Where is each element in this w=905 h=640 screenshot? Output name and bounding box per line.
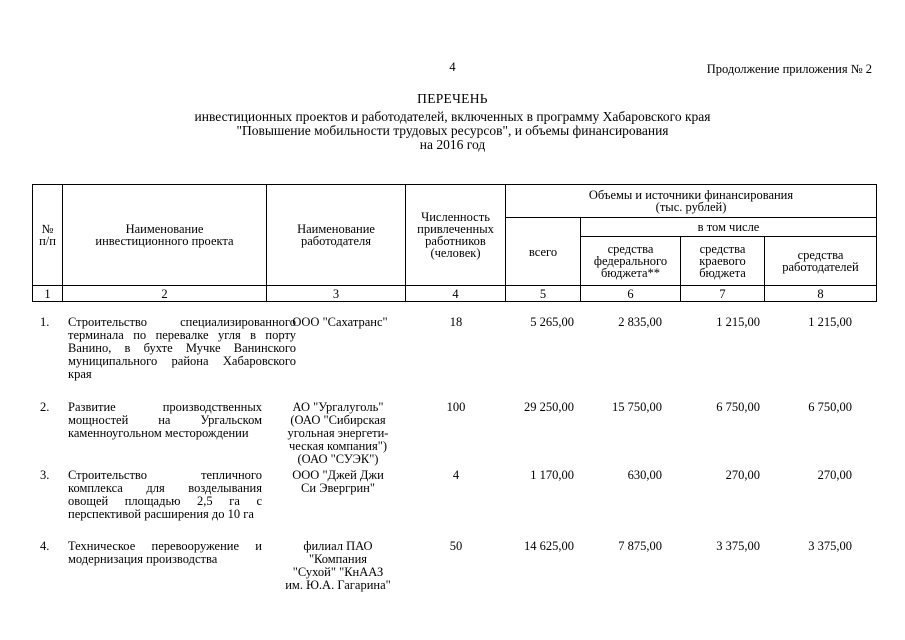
row-total: 5 265,00 bbox=[530, 315, 574, 329]
header-workers: Численность привлеченных работников (человек) bbox=[406, 185, 506, 286]
row-num: 3. bbox=[40, 468, 50, 482]
header-project: Наименование инвестиционного проекта bbox=[63, 185, 267, 286]
row-project: Развитие производственных мощностей на Ургальском каменноугольном месторождении bbox=[68, 400, 262, 440]
row-regional: 1 215,00 bbox=[716, 315, 760, 329]
col-number: 6 bbox=[581, 286, 681, 302]
row-federal: 7 875,00 bbox=[618, 539, 662, 553]
row-employers-funds: 6 750,00 bbox=[808, 400, 852, 414]
row-federal: 15 750,00 bbox=[612, 400, 662, 414]
header-employer: Наименование работодателя bbox=[267, 185, 406, 286]
header-regional: средства краевого бюджета bbox=[681, 237, 765, 286]
row-regional: 270,00 bbox=[725, 468, 760, 482]
col-number: 4 bbox=[406, 286, 506, 302]
col-number: 7 bbox=[681, 286, 765, 302]
col-number: 8 bbox=[765, 286, 877, 302]
row-regional: 3 375,00 bbox=[716, 539, 760, 553]
row-employers-funds: 1 215,00 bbox=[808, 315, 852, 329]
row-project: Строительство специализированного терминала по перевалке угля в порту Ванино, в бухте Мучке Ванинского муниципального района Хабаровского края bbox=[68, 315, 296, 381]
doc-title: ПЕРЕЧЕНЬ bbox=[417, 91, 488, 106]
row-employer: филиал ПАО "Компания "Сухой" "КнААЗ им. Ю.А. Гагарина" bbox=[285, 539, 391, 592]
header-employers-funds: средства работодателей bbox=[765, 237, 877, 286]
header-funding: Объемы и источники финансирования (тыс. рублей) bbox=[506, 185, 877, 218]
header-num: № п/п bbox=[33, 185, 63, 286]
doc-subtitle-line2: "Повышение мобильности трудовых ресурсов", и объемы финансирования bbox=[236, 123, 669, 138]
header-total: всего bbox=[506, 218, 581, 286]
row-num: 4. bbox=[40, 539, 50, 553]
row-total: 1 170,00 bbox=[530, 468, 574, 482]
funding-table-header bbox=[32, 184, 877, 302]
row-num: 1. bbox=[40, 315, 50, 329]
doc-subtitle-line3: на 2016 год bbox=[419, 137, 486, 152]
col-number: 5 bbox=[506, 286, 581, 302]
col-number: 2 bbox=[63, 286, 267, 302]
col-number: 3 bbox=[267, 286, 406, 302]
row-num: 2. bbox=[40, 400, 50, 414]
row-total: 29 250,00 bbox=[524, 400, 574, 414]
row-employers-funds: 270,00 bbox=[817, 468, 852, 482]
col-number: 1 bbox=[33, 286, 63, 302]
row-project: Строительство тепличного комплекса для возделывания овощей площадью 2,5 га с перспективой расширения до 10 га bbox=[68, 468, 262, 521]
row-workers: 4 bbox=[452, 468, 460, 482]
header-federal: средства федерального бюджета** bbox=[581, 237, 681, 286]
row-federal: 630,00 bbox=[627, 468, 662, 482]
doc-subtitle-line1: инвестиционных проектов и работодателей, включенных в программу Хабаровского края bbox=[194, 109, 711, 124]
page-number: 4 bbox=[449, 60, 456, 74]
row-federal: 2 835,00 bbox=[618, 315, 662, 329]
row-workers: 18 bbox=[449, 315, 463, 329]
row-employer: АО "Ургалуголь" (ОАО "Сибирская угольная энергети- ческая компания") (ОАО "СУЭК") bbox=[287, 400, 389, 466]
row-project: Техническое перевооружение и модернизация производства bbox=[68, 539, 262, 566]
row-employer: ООО "Сахатранс" bbox=[292, 315, 388, 329]
row-total: 14 625,00 bbox=[524, 539, 574, 553]
row-workers: 50 bbox=[449, 539, 463, 553]
row-employer: ООО "Джей Джи Си Эвергрин" bbox=[292, 468, 384, 495]
continuation-note: Продолжение приложения № 2 bbox=[706, 62, 872, 76]
header-including: в том числе bbox=[581, 218, 877, 237]
row-regional: 6 750,00 bbox=[716, 400, 760, 414]
row-employers-funds: 3 375,00 bbox=[808, 539, 852, 553]
row-workers: 100 bbox=[446, 400, 466, 414]
